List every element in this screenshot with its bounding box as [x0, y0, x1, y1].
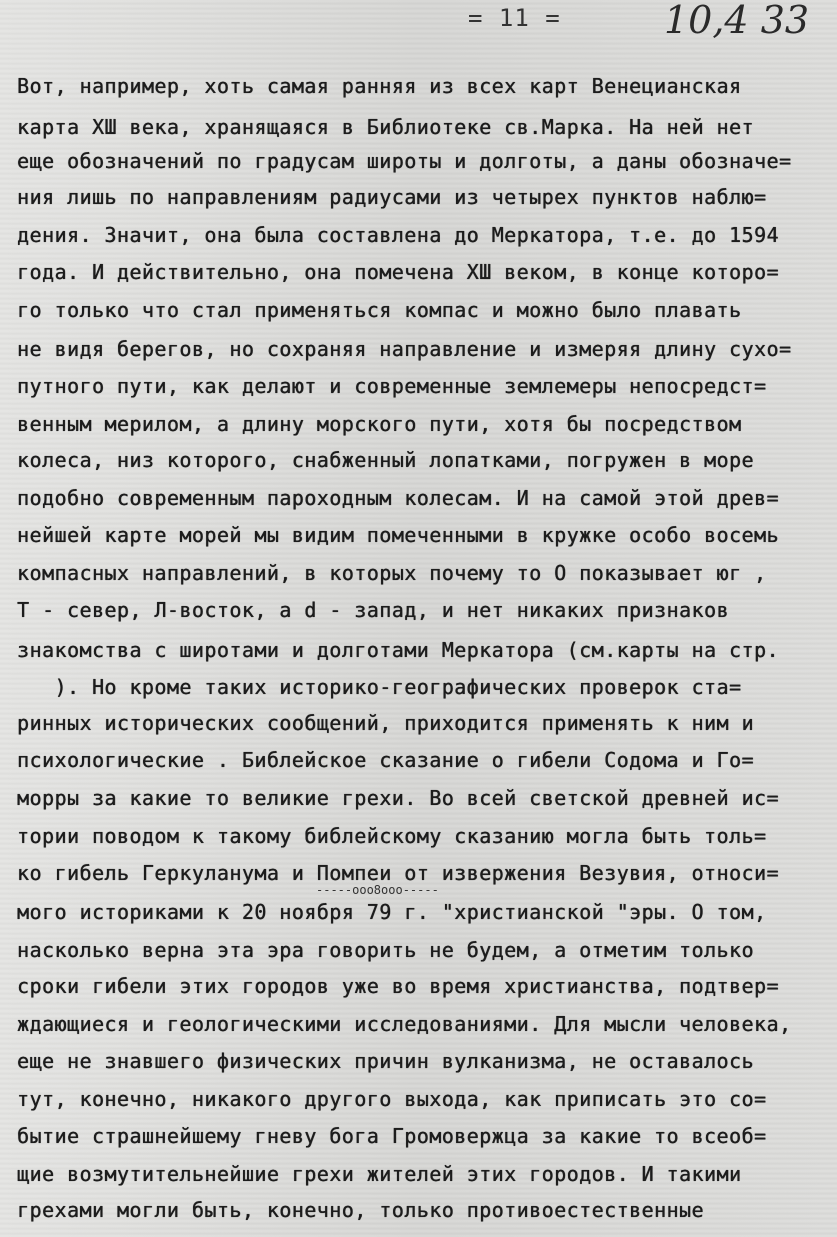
text-line: бытие страшнейшему гневу бога Громовержца за какие то всеоб=	[17, 1124, 767, 1148]
text-line: года. И действительно, она помечена ХШ веком, в конце которо=	[17, 260, 779, 284]
text-line: венным мерилом, а длину морского пути, хотя бы посредством	[17, 412, 742, 436]
text-line: знакомства с широтами и долготами Меркатора (см.карты на стр.	[17, 638, 779, 662]
text-line: Т - север, Л-восток, а d - запад, и нет никаких признаков	[17, 598, 729, 622]
text-line: карта ХШ века, хранящаяся в Библиотеке св.Марка. На ней нет	[17, 115, 754, 139]
handwritten-page-mark: 10,4 33	[664, 0, 810, 42]
text-line: мого историками к 20 ноября 79 г. "христианской "эры. О том,	[17, 900, 767, 924]
text-line: еще обозначений по градусам широты и долготы, а даны обозначе=	[17, 149, 792, 173]
text-line: психологические . Библейское сказание о гибели Содома и Го=	[17, 748, 754, 772]
text-line: Вот, например, хоть самая ранняя из всех карт Венецианская	[17, 74, 742, 98]
text-line: нейшей карте морей мы видим помеченными в кружке особо восемь	[17, 523, 779, 547]
page-number: = 11 =	[468, 4, 561, 32]
text-line: тут, конечно, никакого другого выхода, как приписать это со=	[17, 1087, 767, 1111]
text-line: дения. Значит, она была составлена до Меркатора, т.е. до 1594	[17, 223, 779, 247]
text-line: компасных направлений, в которых почему то О показывает юг ,	[17, 561, 767, 585]
text-line: ринных исторических сообщений, приходится применять к ним и	[17, 711, 754, 735]
text-line: щие возмутительнейшие грехи жителей этих городов. И такими	[17, 1162, 742, 1186]
text-line: ). Но кроме таких историко-географических проверок ста=	[17, 675, 742, 699]
text-line: насколько верна эта эра говорить не будем, а отметим только	[17, 938, 754, 962]
text-line: ждающиеся и геологическими исследованиями. Для мысли человека,	[17, 1012, 792, 1036]
text-line: не видя берегов, но сохраняя направление и измеряя длину сухо=	[17, 337, 792, 361]
separator-mark: -----ооо8ооо-----	[316, 883, 439, 897]
text-line: подобно современным пароходным колесам. И на самой этой древ=	[17, 486, 779, 510]
text-line: грехами могли быть, конечно, только противоестественные	[17, 1198, 705, 1222]
text-line: ко гибель Геркуланума и Помпеи от извержения Везувия, относи=	[17, 861, 779, 885]
text-line: сроки гибели этих городов уже во время христианства, подтвер=	[17, 974, 779, 998]
text-line: го только что стал применяться компас и можно было плавать	[17, 298, 742, 322]
text-line: путного пути, как делают и современные землемеры непосредст=	[17, 374, 767, 398]
text-line: еще не знавшего физических причин вулканизма, не оставалось	[17, 1049, 754, 1073]
text-line: ния лишь по направлениям радиусами из четырех пунктов наблю=	[17, 185, 767, 209]
text-line: морры за какие то великие грехи. Во всей светской древней ис=	[17, 786, 779, 810]
text-line: колеса, низ которого, снабженный лопатками, погружен в море	[17, 448, 754, 472]
text-line: тории поводом к такому библейскому сказанию могла быть толь=	[17, 824, 767, 848]
